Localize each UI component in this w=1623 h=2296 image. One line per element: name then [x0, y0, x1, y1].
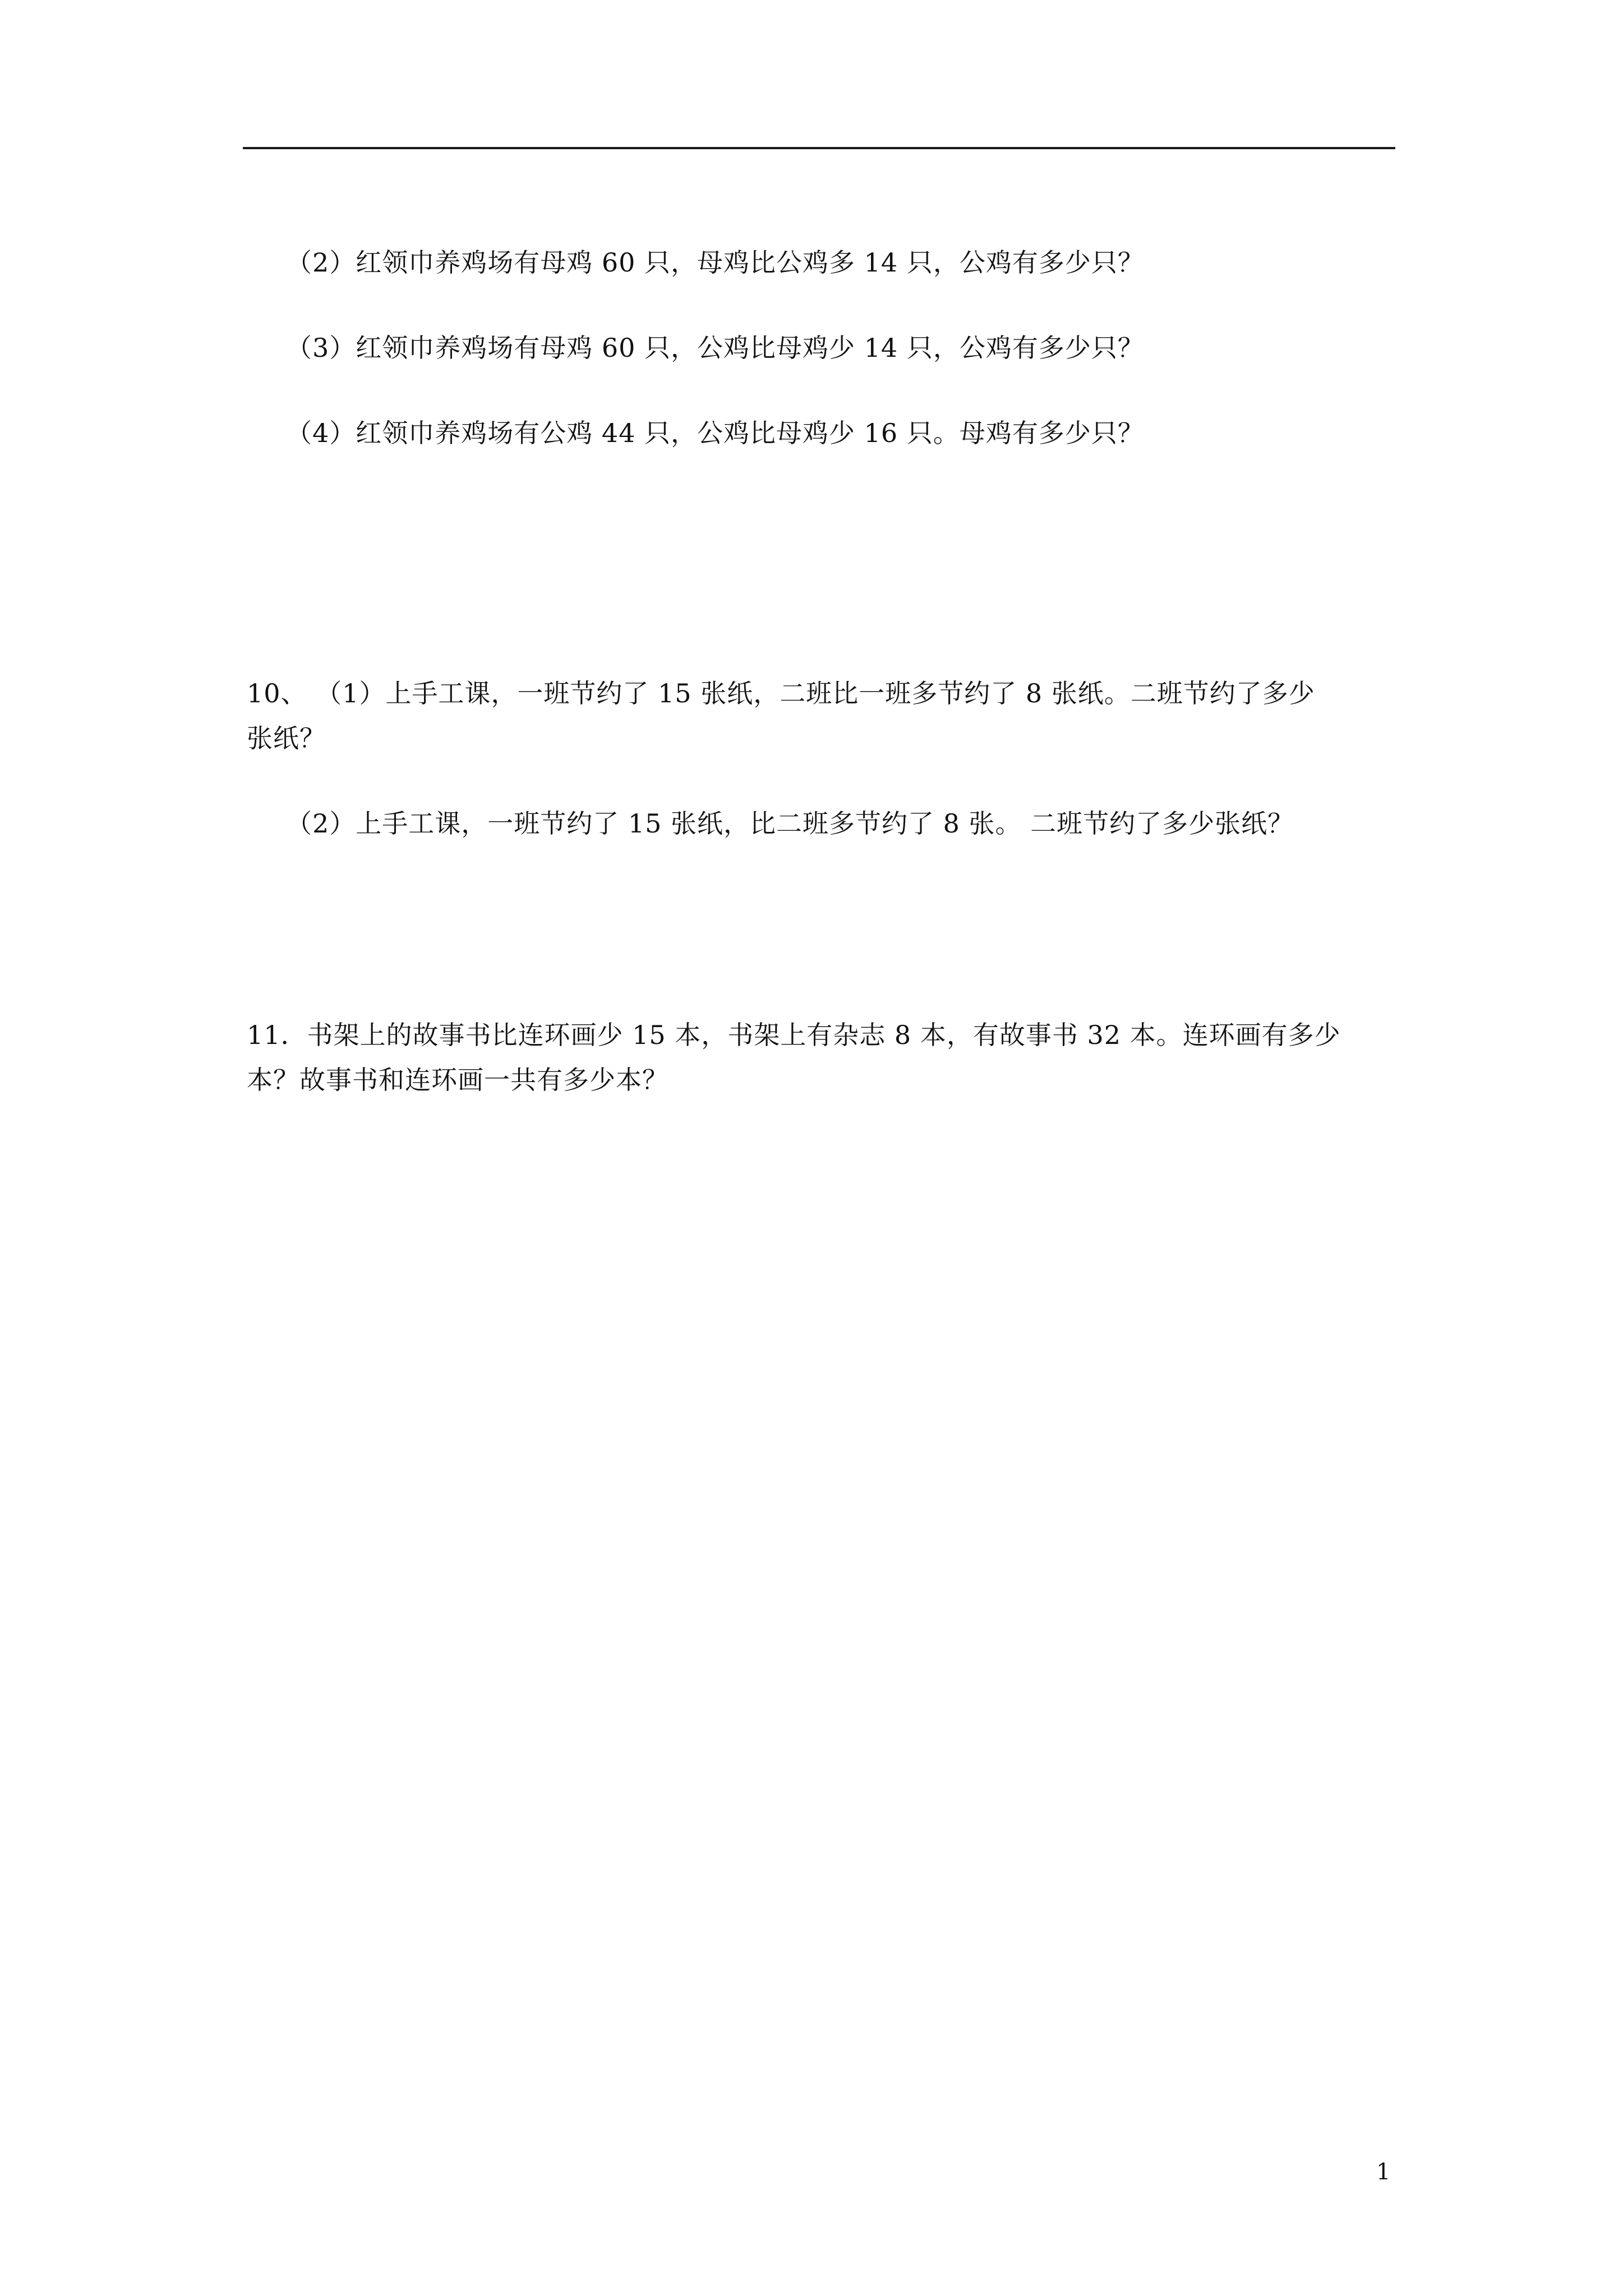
question-10-part-1-line-1: 10、 （1）上手工课，一班节约了 15 张纸，二班比一班多节约了 8 张纸。二班节约了多少 — [247, 678, 1315, 708]
question-11-line-1: 11．书架上的故事书比连环画少 15 本，书架上有杂志 8 本，有故事书 32 本。连环画有多少 — [247, 1020, 1341, 1050]
question-9-part-4: （4）红领巾养鸡场有公鸡 44 只，公鸡比母鸡少 16 只。母鸡有多少只？ — [286, 418, 1144, 448]
question-11-line-2: 本？故事书和连环画一共有多少本？ — [247, 1065, 668, 1095]
question-10-part-1-line-2: 张纸？ — [247, 723, 326, 753]
header-divider — [243, 147, 1395, 149]
page-number: 1 — [1376, 2159, 1391, 2185]
question-10-part-2: （2）上手工课，一班节约了 15 张纸，比二班多节约了 8 张。 二班节约了多少张纸？ — [286, 808, 1294, 839]
question-9-part-3: （3）红领巾养鸡场有母鸡 60 只，公鸡比母鸡少 14 只，公鸡有多少只？ — [286, 333, 1144, 363]
question-9-part-2: （2）红领巾养鸡场有母鸡 60 只，母鸡比公鸡多 14 只，公鸡有多少只？ — [286, 247, 1144, 278]
